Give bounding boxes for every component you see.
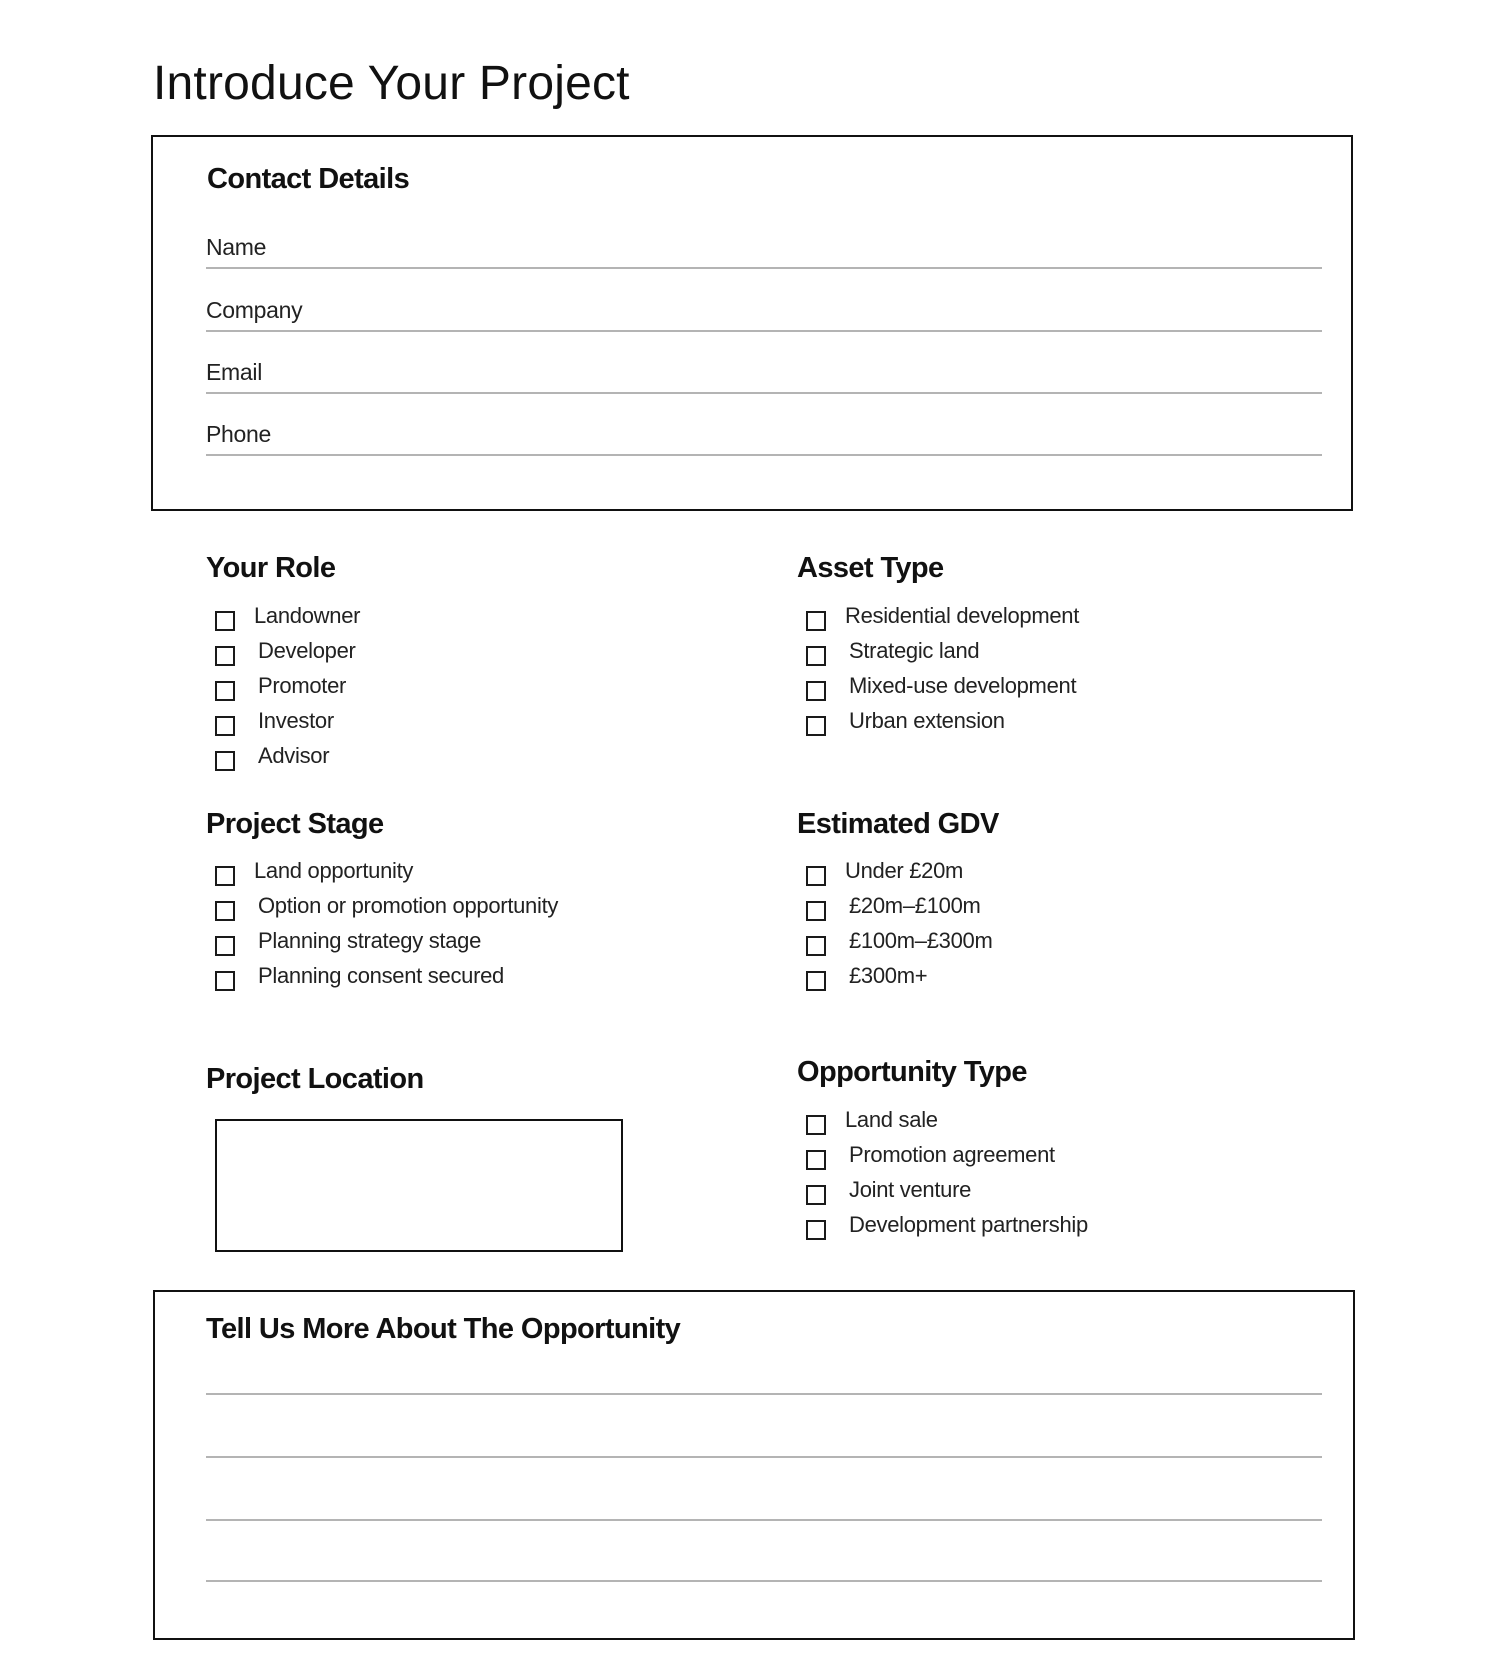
write-line[interactable] [206, 1519, 1322, 1521]
checkbox[interactable] [806, 866, 826, 886]
option-label: £20m–£100m [849, 893, 981, 918]
project-location-input[interactable] [215, 1119, 623, 1252]
checkbox[interactable] [215, 751, 235, 771]
checkbox[interactable] [806, 1115, 826, 1135]
option-label: Land sale [845, 1107, 938, 1132]
checkbox[interactable] [215, 716, 235, 736]
checkbox[interactable] [215, 611, 235, 631]
option-label: Promotion agreement [849, 1142, 1055, 1167]
checkbox[interactable] [806, 936, 826, 956]
option-label: Advisor [258, 743, 330, 768]
project-location-heading: Project Location [206, 1063, 424, 1095]
estimated-gdv-heading: Estimated GDV [797, 808, 999, 840]
option-label: Joint venture [849, 1177, 972, 1202]
option-label: Land opportunity [254, 858, 414, 883]
checkbox[interactable] [215, 681, 235, 701]
write-line[interactable] [206, 1393, 1322, 1395]
company-field[interactable] [206, 292, 1322, 332]
checkbox[interactable] [215, 936, 235, 956]
write-line[interactable] [206, 1580, 1322, 1582]
option-label: Planning strategy stage [258, 928, 482, 953]
checkbox[interactable] [806, 971, 826, 991]
option-label: £100m–£300m [849, 928, 993, 953]
checkbox[interactable] [806, 611, 826, 631]
checkbox[interactable] [806, 1150, 826, 1170]
write-line[interactable] [206, 1456, 1322, 1458]
option-label: Investor [258, 708, 334, 733]
checkbox[interactable] [215, 971, 235, 991]
option-label: Option or promotion opportunity [258, 893, 559, 918]
checkbox[interactable] [806, 1220, 826, 1240]
option-label: Developer [258, 638, 356, 663]
option-label: Residential development [845, 603, 1080, 628]
checkbox[interactable] [215, 866, 235, 886]
name-field[interactable] [206, 229, 1322, 269]
option-label: Urban extension [849, 708, 1005, 733]
option-label: Mixed-use development [849, 673, 1077, 698]
option-label: £300m+ [849, 963, 928, 988]
email-field[interactable] [206, 354, 1322, 394]
option-label: Strategic land [849, 638, 980, 663]
checkbox[interactable] [806, 901, 826, 921]
project-stage-heading: Project Stage [206, 808, 384, 840]
phone-field[interactable] [206, 416, 1322, 456]
page-title: Introduce Your Project [153, 57, 630, 110]
option-label: Landowner [254, 603, 361, 628]
checkbox[interactable] [215, 901, 235, 921]
checkbox[interactable] [806, 681, 826, 701]
checkbox[interactable] [806, 716, 826, 736]
company-label: Company [206, 297, 303, 323]
checkbox[interactable] [215, 646, 235, 666]
option-label: Under £20m [845, 858, 964, 883]
opportunity-type-heading: Opportunity Type [797, 1056, 1027, 1088]
option-label: Development partnership [849, 1212, 1088, 1237]
option-label: Promoter [258, 673, 347, 698]
checkbox[interactable] [806, 1185, 826, 1205]
checkbox[interactable] [806, 646, 826, 666]
asset-type-heading: Asset Type [797, 552, 944, 584]
phone-label: Phone [206, 421, 272, 447]
name-label: Name [206, 234, 267, 260]
your-role-heading: Your Role [206, 552, 336, 584]
contact-details-heading: Contact Details [207, 163, 410, 195]
option-label: Planning consent secured [258, 963, 504, 988]
email-label: Email [206, 359, 263, 385]
tell-us-more-heading: Tell Us More About The Opportunity [206, 1313, 681, 1345]
